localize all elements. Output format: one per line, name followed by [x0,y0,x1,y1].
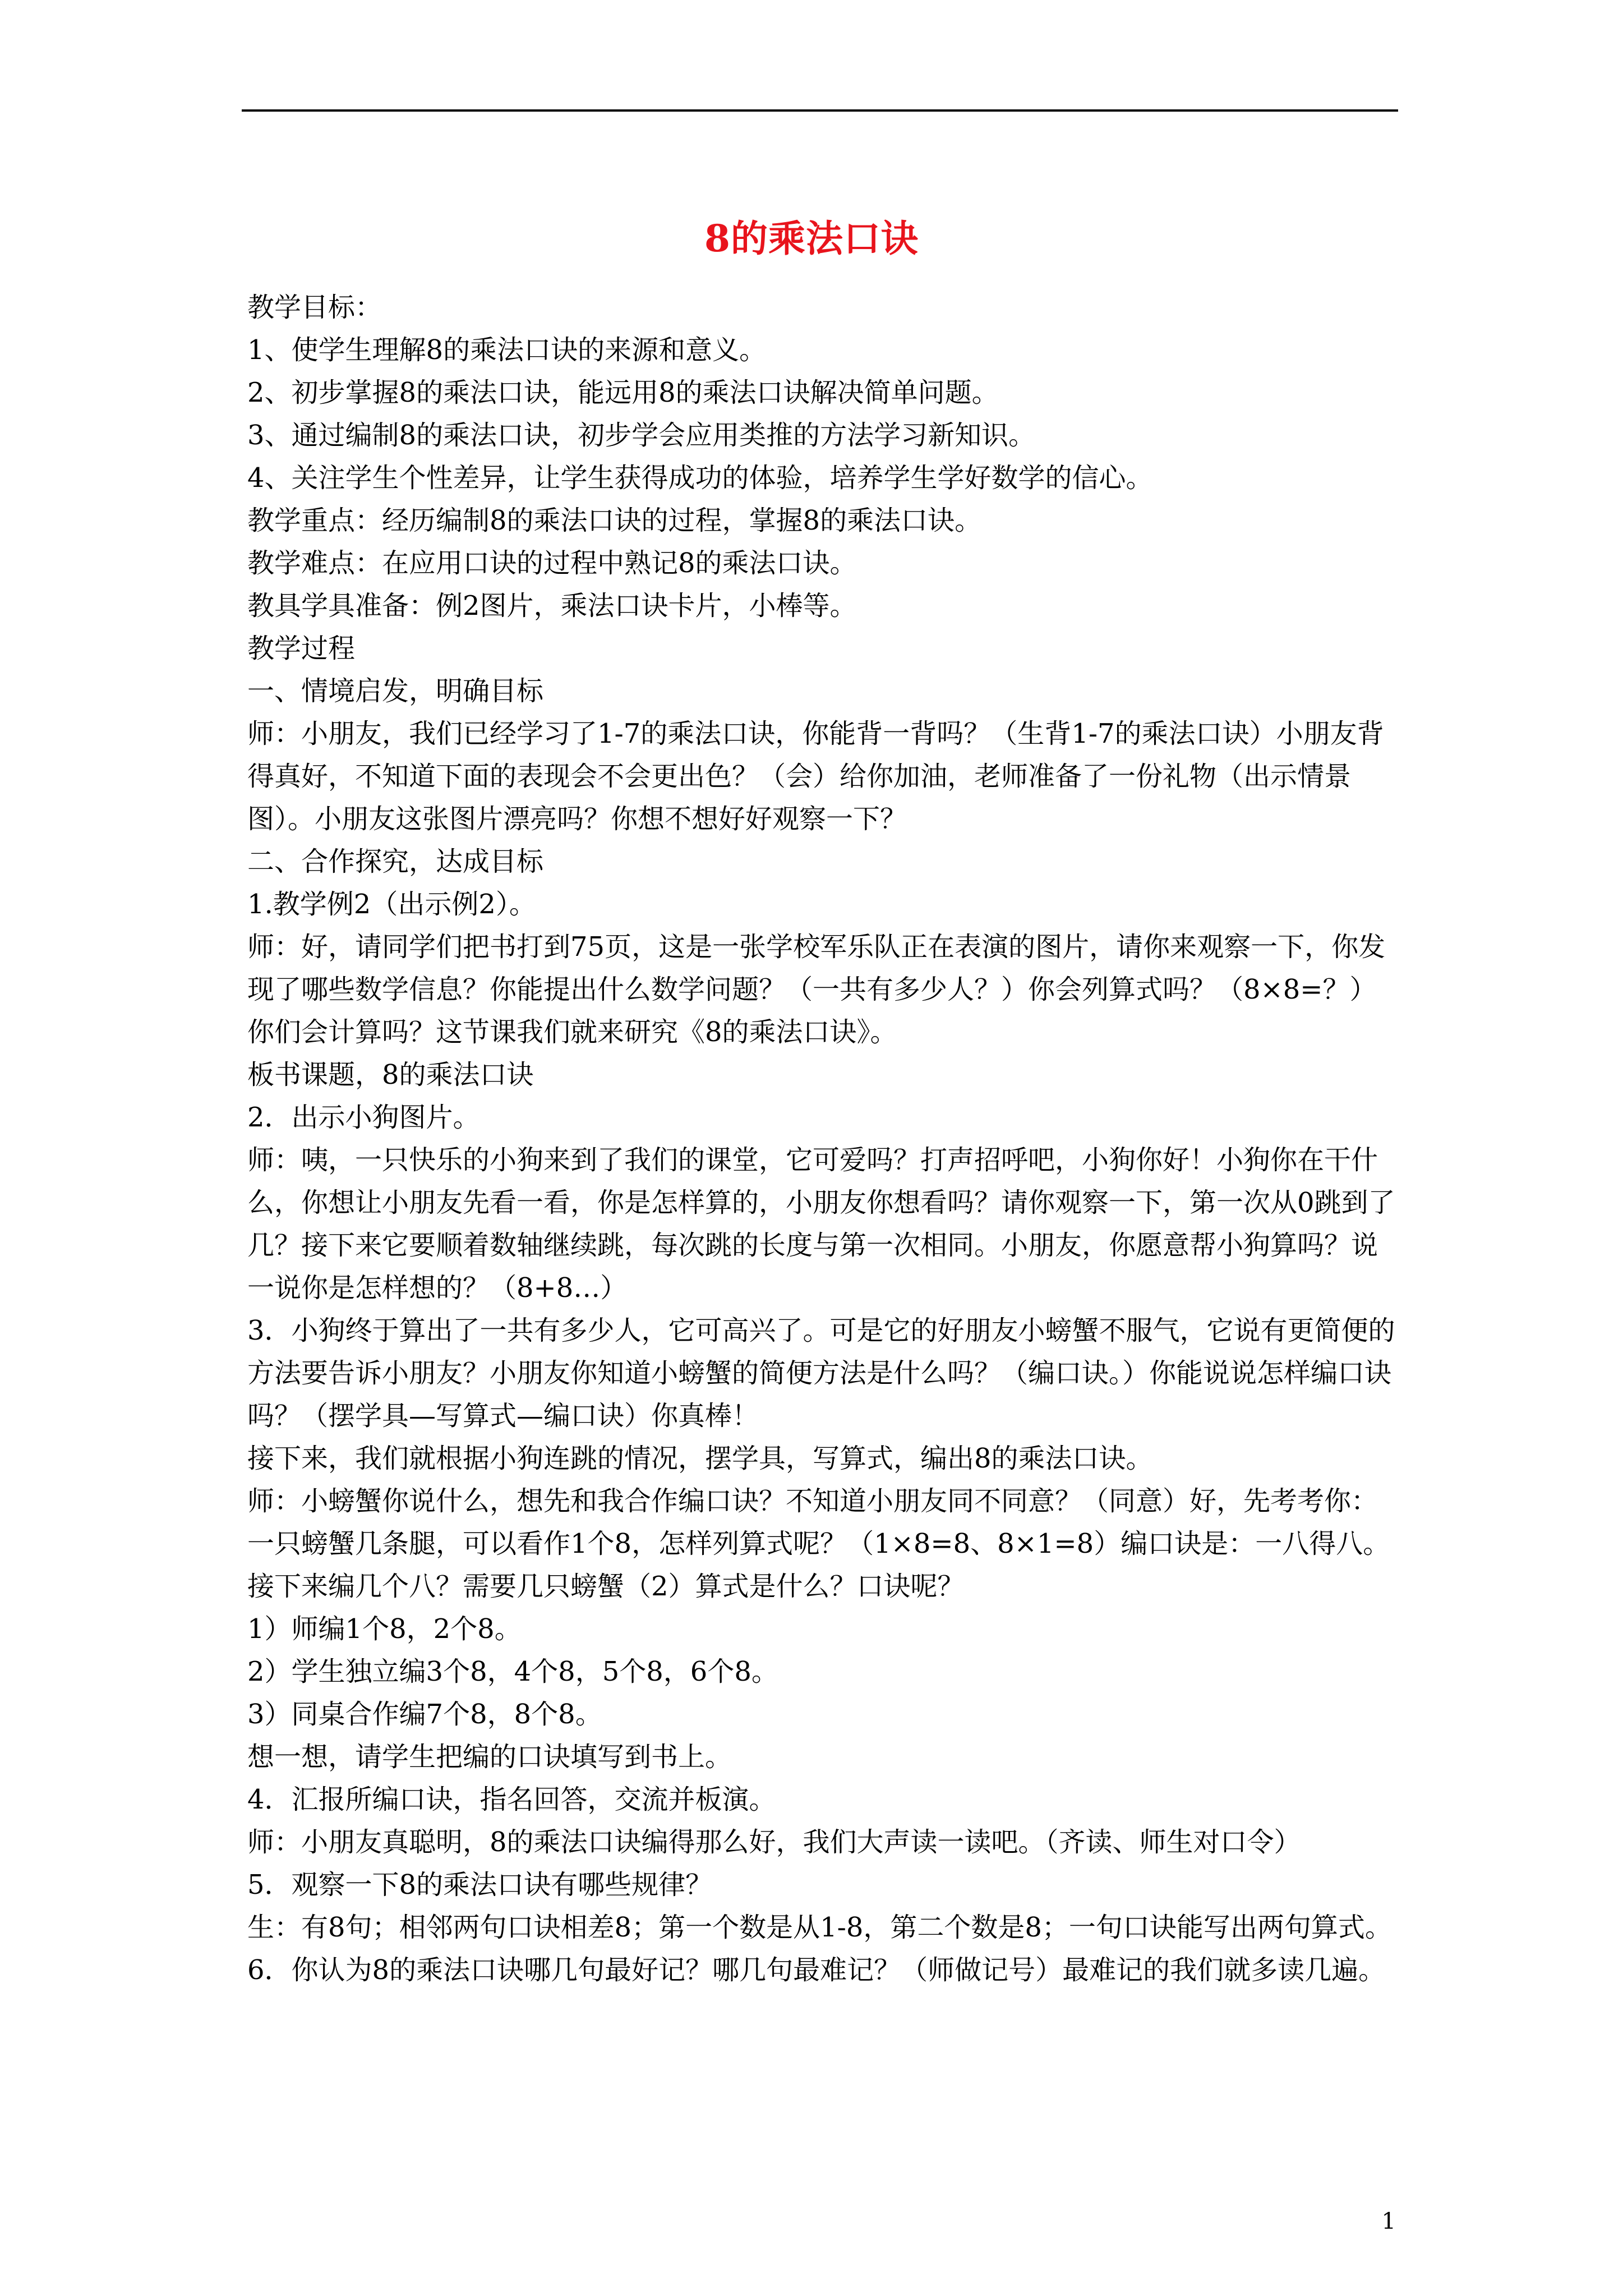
body-paragraph: 教学目标： [247,292,382,323]
body-paragraph: 2、初步掌握8的乘法口诀，能远用8的乘法口诀解决简单问题。 [247,377,999,408]
body-paragraph: 教学难点：在应用口诀的过程中熟记8的乘法口诀。 [247,547,857,579]
document-title: 8的乘法口诀 [704,217,919,260]
body-paragraph: 1）师编1个8，2个8。 [247,1613,522,1645]
body-paragraph: 5．观察一下8的乘法口诀有哪些规律？ [247,1869,713,1901]
body-paragraph: 教具学具准备：例2图片，乘法口诀卡片，小棒等。 [247,590,857,622]
page-number: 1 [1381,2208,1396,2234]
body-paragraph: 师：咦，一只快乐的小狗来到了我们的课堂，它可爱吗？打声招呼吧，小狗你好！小狗你在干什么，你想让小朋友先看一看，你是怎样算的，小朋友你想看吗？请你观察一下，第一次从0跳到了几？接下来它要顺着数轴继续跳，每次跳的长度与第一次相同。小朋友，你愿意帮小狗算吗？说一说你是怎样想的？（8+8…） [247,1144,1395,1304]
body-paragraph: 1、使学生理解8的乘法口诀的来源和意义。 [247,334,767,366]
body-paragraph: 6．你认为8的乘法口诀哪几句最好记？哪几句最难记？（师做记号）最难记的我们就多读几遍。 [247,1954,1386,1986]
document-body [247,286,1398,1991]
body-paragraph: 4、关注学生个性差异，让学生获得成功的体验，培养学生学好数学的信心。 [247,462,1153,494]
body-paragraph: 师：小朋友，我们已经学习了1-7的乘法口诀，你能背一背吗？（生背1-7的乘法口诀）小朋友背得真好，不知道下面的表现会不会更出色？（会）给你加油，老师准备了一份礼物（出示情景图）。小朋友这张图片漂亮吗？你想不想好好观察一下？ [247,718,1384,835]
body-paragraph: 教学过程 [247,633,356,664]
body-paragraph: 二、合作探究，达成目标 [247,846,544,877]
body-paragraph: 教学重点：经历编制8的乘法口诀的过程，掌握8的乘法口诀。 [247,505,982,536]
body-paragraph: 一、情境启发，明确目标 [247,675,544,707]
body-paragraph: 接下来，我们就根据小狗连跳的情况，摆学具，写算式，编出8的乘法口诀。 [247,1443,1153,1474]
body-paragraph: 1.教学例2（出示例2）。 [247,889,536,920]
body-paragraph: 师：好，请同学们把书打到75页，这是一张学校军乐队正在表演的图片，请你来观察一下，你发现了哪些数学信息？你能提出什么数学问题？（一共有多少人？）你会列算式吗？（8×8=？）你们会计算吗？这节课我们就来研究《8的乘法口诀》。 [247,931,1386,1048]
body-paragraph: 3．小狗终于算出了一共有多少人，它可高兴了。可是它的好朋友小螃蟹不服气，它说有更简便的方法要告诉小朋友？小朋友你知道小螃蟹的简便方法是什么吗？（编口诀。）你能说说怎样编口诀吗？（摆学具—写算式—编口诀）你真棒！ [247,1315,1395,1432]
body-paragraph: 2．出示小狗图片。 [247,1102,480,1133]
body-paragraph: 板书课题，8的乘法口诀 [247,1059,534,1091]
body-paragraph: 想一想，请学生把编的口诀填写到书上。 [247,1741,732,1773]
body-paragraph: 3、通过编制8的乘法口诀，初步学会应用类推的方法学习新知识。 [247,420,1036,451]
body-paragraph: 2）学生独立编3个8，4个8，5个8，6个8。 [247,1656,778,1687]
body-paragraph: 4．汇报所编口诀，指名回答，交流并板演。 [247,1784,776,1815]
body-paragraph: 师：小螃蟹你说什么，想先和我合作编口诀？不知道小朋友同不同意？（同意）好，先考考你：一只螃蟹几条腿，可以看作1个8，怎样列算式呢？（1×8=8、8×1=8）编口诀是：一八得八。接下来编几个八？需要几只螃蟹（2）算式是什么？口诀呢？ [247,1485,1390,1602]
body-paragraph: 师：小朋友真聪明，8的乘法口诀编得那么好，我们大声读一读吧。（齐读、师生对口令） [247,1826,1301,1858]
header-rule [242,109,1398,112]
body-paragraph: 3）同桌合作编7个8，8个8。 [247,1699,602,1730]
body-paragraph: 生：有8句；相邻两句口诀相差8；第一个数是从1-8，第二个数是8；一句口诀能写出两句算式。 [247,1912,1392,1943]
